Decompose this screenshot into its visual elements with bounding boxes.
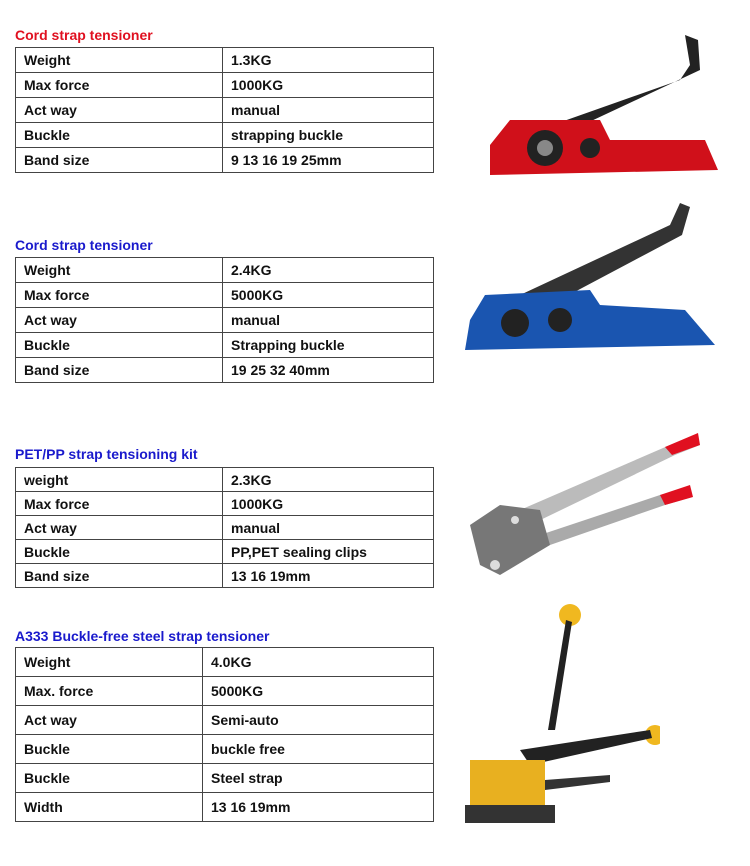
product-title: A333 Buckle-free steel strap tensioner	[15, 628, 270, 644]
spec-value: 2.4KG	[223, 258, 434, 283]
spec-label: Buckle	[16, 540, 223, 564]
spec-row	[16, 516, 434, 540]
spec-label: Max force	[16, 492, 223, 516]
spec-row	[16, 648, 434, 677]
spec-value: 2.3KG	[223, 468, 434, 492]
spec-row	[16, 793, 434, 822]
spec-label: Weight	[16, 258, 223, 283]
spec-row	[16, 283, 434, 308]
spec-table	[15, 467, 434, 588]
spec-row	[16, 540, 434, 564]
spec-value: 4.0KG	[203, 648, 434, 677]
spec-label: Max. force	[16, 677, 203, 706]
spec-value: strapping buckle	[223, 123, 434, 148]
spec-label: Weight	[16, 48, 223, 73]
blue-tensioner-image	[460, 195, 730, 355]
spec-label: Buckle	[16, 764, 203, 793]
spec-value: manual	[223, 516, 434, 540]
spec-row	[16, 468, 434, 492]
steel-tensioner-image	[460, 600, 660, 830]
spec-label: Buckle	[16, 735, 203, 764]
spec-value: 1000KG	[223, 73, 434, 98]
red-tensioner-image	[480, 30, 740, 180]
spec-row	[16, 764, 434, 793]
spec-row	[16, 492, 434, 516]
spec-label: Band size	[16, 564, 223, 588]
spec-label: Max force	[16, 283, 223, 308]
spec-value: 1.3KG	[223, 48, 434, 73]
spec-label: Band size	[16, 148, 223, 173]
spec-value: 5000KG	[223, 283, 434, 308]
spec-row	[16, 258, 434, 283]
spec-label: Buckle	[16, 333, 223, 358]
spec-value: 1000KG	[223, 492, 434, 516]
spec-label: Act way	[16, 706, 203, 735]
spec-table	[15, 47, 434, 173]
spec-row	[16, 73, 434, 98]
spec-table	[15, 647, 434, 822]
spec-row	[16, 148, 434, 173]
spec-value: manual	[223, 98, 434, 123]
spec-label: Band size	[16, 358, 223, 383]
spec-value: 13 16 19mm	[223, 564, 434, 588]
spec-label: Width	[16, 793, 203, 822]
spec-row	[16, 333, 434, 358]
product-title: Cord strap tensioner	[15, 27, 153, 43]
spec-table	[15, 257, 434, 383]
sealer-kit-image	[460, 425, 710, 585]
spec-row	[16, 48, 434, 73]
spec-value: Steel strap	[203, 764, 434, 793]
product-title: PET/PP strap tensioning kit	[15, 446, 198, 462]
spec-value: 9 13 16 19 25mm	[223, 148, 434, 173]
spec-value: Semi-auto	[203, 706, 434, 735]
spec-row	[16, 564, 434, 588]
spec-row	[16, 98, 434, 123]
spec-label: Act way	[16, 308, 223, 333]
spec-row	[16, 358, 434, 383]
spec-value: PP,PET sealing clips	[223, 540, 434, 564]
spec-label: Act way	[16, 516, 223, 540]
spec-value: Strapping buckle	[223, 333, 434, 358]
spec-row	[16, 677, 434, 706]
spec-row	[16, 123, 434, 148]
spec-row	[16, 735, 434, 764]
spec-label: Buckle	[16, 123, 223, 148]
spec-value: 13 16 19mm	[203, 793, 434, 822]
spec-label: weight	[16, 468, 223, 492]
spec-label: Max force	[16, 73, 223, 98]
spec-row	[16, 308, 434, 333]
spec-label: Act way	[16, 98, 223, 123]
product-title: Cord strap tensioner	[15, 237, 153, 253]
spec-value: buckle free	[203, 735, 434, 764]
spec-value: 5000KG	[203, 677, 434, 706]
spec-value: manual	[223, 308, 434, 333]
spec-label: Weight	[16, 648, 203, 677]
spec-value: 19 25 32 40mm	[223, 358, 434, 383]
spec-row	[16, 706, 434, 735]
